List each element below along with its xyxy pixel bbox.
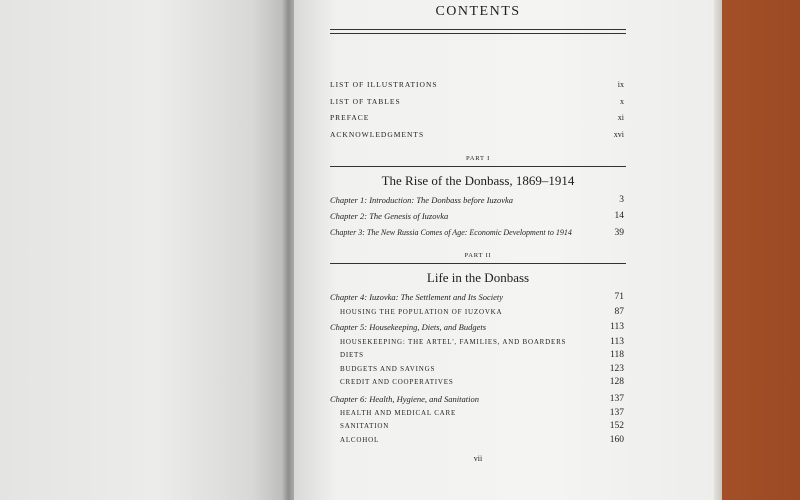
toc-subentry bbox=[330, 364, 626, 378]
entry-label: Chapter 2: The Genesis of Iuzovka bbox=[330, 211, 449, 221]
front-matter-page: ix bbox=[617, 80, 624, 89]
subentry-page: 87 bbox=[614, 307, 624, 317]
subentry-page: 123 bbox=[609, 364, 624, 374]
front-matter-page: xvi bbox=[613, 130, 624, 139]
subentry-label: CREDIT AND COOPERATIVES bbox=[340, 378, 454, 386]
front-matter-label: LIST OF ILLUSTRATIONS bbox=[330, 80, 438, 89]
subentry-page: 128 bbox=[609, 377, 624, 387]
part-2-title: Life in the Donbass bbox=[426, 270, 530, 285]
front-matter-page: x bbox=[620, 97, 624, 106]
front-matter-page: xi bbox=[617, 113, 624, 122]
toc-subentry bbox=[330, 421, 626, 435]
toc-subentry bbox=[330, 350, 626, 364]
page-edge-stack bbox=[714, 0, 722, 500]
front-matter-row bbox=[330, 97, 626, 111]
subentry-label: SANITATION bbox=[340, 422, 390, 430]
subentry-label: HOUSING THE POPULATION OF IUZOVKA bbox=[340, 308, 503, 316]
entry-page: 113 bbox=[610, 322, 624, 332]
entry-label: Chapter 5: Housekeeping, Diets, and Budgets bbox=[330, 322, 487, 332]
entry-page: 71 bbox=[614, 292, 624, 302]
entry-page: 39 bbox=[614, 228, 624, 238]
toc-subentry bbox=[330, 408, 626, 422]
subentry-page: 118 bbox=[610, 350, 624, 360]
entry-label: Chapter 4: Iuzovka: The Settlement and Its Society bbox=[330, 292, 504, 302]
entry-label: Chapter 3: The New Russia Comes of Age: Economic Development to 1914 bbox=[330, 228, 572, 237]
toc-entry bbox=[330, 228, 626, 242]
table-of-contents bbox=[330, 0, 626, 500]
entry-label: Chapter 6: Health, Hygiene, and Sanitation bbox=[330, 394, 479, 404]
front-matter-label: LIST OF TABLES bbox=[330, 97, 401, 106]
toc-subentry bbox=[330, 307, 626, 321]
subentry-page: 160 bbox=[609, 435, 624, 445]
left-blank-page bbox=[0, 0, 287, 500]
entry-label: Chapter 1: Introduction: The Donbass before Iuzovka bbox=[330, 195, 514, 205]
toc-entry bbox=[330, 322, 626, 336]
front-matter-label: PREFACE bbox=[330, 113, 370, 122]
toc-subentry bbox=[330, 377, 626, 391]
subentry-label: HEALTH AND MEDICAL CARE bbox=[340, 409, 457, 417]
subentry-label: DIETS bbox=[340, 351, 364, 359]
subentry-page: 152 bbox=[609, 421, 624, 431]
subentry-label: ALCOHOL bbox=[340, 436, 380, 444]
toc-entry bbox=[330, 394, 626, 408]
entry-page: 137 bbox=[609, 394, 624, 404]
subentry-label: HOUSEKEEPING: THE ARTEL', FAMILIES, AND BOARDERS bbox=[340, 338, 567, 346]
heading-rule-top bbox=[330, 29, 626, 30]
toc-subentry bbox=[330, 435, 626, 449]
front-matter-row bbox=[330, 80, 626, 94]
toc-entry bbox=[330, 292, 626, 306]
entry-page: 3 bbox=[619, 195, 624, 205]
entry-page: 14 bbox=[614, 211, 624, 221]
toc-entry bbox=[330, 211, 626, 225]
toc-entry bbox=[330, 195, 626, 209]
subentry-page: 113 bbox=[610, 337, 624, 347]
part-1-title: The Rise of the Donbass, 1869–1914 bbox=[381, 173, 575, 188]
front-matter-row bbox=[330, 130, 626, 144]
page-number: vii bbox=[473, 454, 483, 463]
contents-heading: CONTENTS bbox=[435, 4, 521, 19]
heading-rule-bottom bbox=[330, 33, 626, 34]
front-matter-label: ACKNOWLEDGMENTS bbox=[330, 130, 425, 139]
part-1-rule bbox=[330, 166, 626, 167]
part-2-rule bbox=[330, 263, 626, 264]
front-matter-row bbox=[330, 113, 626, 127]
part-1-label: PART I bbox=[465, 155, 491, 162]
part-2-label: PART II bbox=[464, 252, 492, 259]
toc-subentry bbox=[330, 337, 626, 351]
subentry-page: 137 bbox=[609, 408, 624, 418]
subentry-label: BUDGETS AND SAVINGS bbox=[340, 365, 436, 373]
